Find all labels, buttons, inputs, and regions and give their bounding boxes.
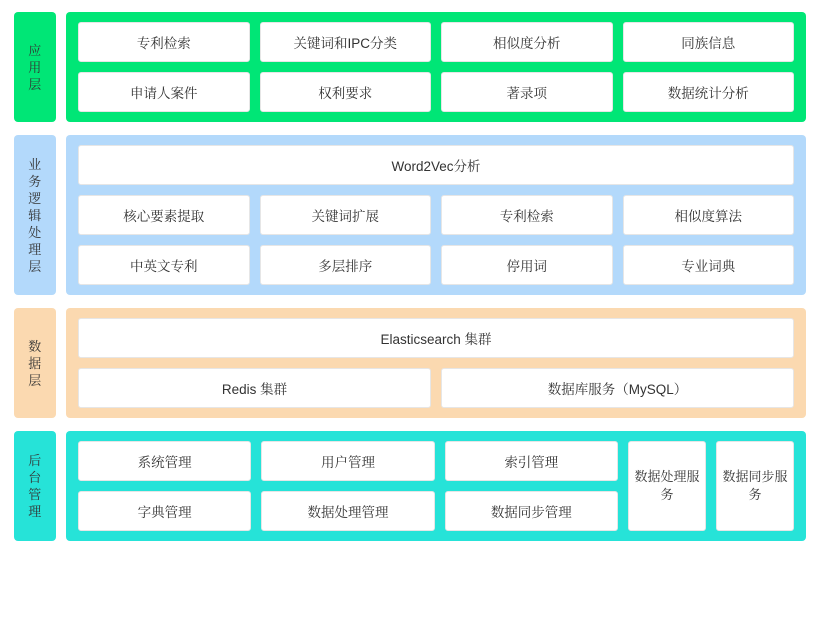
node-word2vec-analysis[interactable]: Word2Vec分析 — [78, 145, 794, 185]
layer-business — [14, 135, 806, 295]
node-keyword-ipc[interactable]: 关键词和IPC分类 — [260, 22, 432, 62]
node-similarity-analysis[interactable]: 相似度分析 — [441, 22, 613, 62]
node-similarity-algorithm[interactable]: 相似度算法 — [623, 195, 795, 235]
node-row — [78, 245, 794, 285]
admin-left-group — [78, 441, 618, 531]
layer-body-business — [66, 135, 806, 295]
node-core-element-extraction[interactable]: 核心要素提取 — [78, 195, 250, 235]
admin-grid — [78, 441, 794, 531]
node-applicant-cases[interactable]: 申请人案件 — [78, 72, 250, 112]
node-data-processing-management[interactable]: 数据处理管理 — [261, 491, 434, 531]
node-data-sync-service[interactable]: 数据同步服务 — [716, 441, 794, 531]
node-row — [78, 22, 794, 62]
node-system-management[interactable]: 系统管理 — [78, 441, 251, 481]
node-row — [78, 368, 794, 408]
layer-label-business — [14, 135, 56, 295]
layer-admin — [14, 431, 806, 541]
node-claims[interactable]: 权利要求 — [260, 72, 432, 112]
layer-label-text: 业务逻辑处理层 — [28, 156, 42, 274]
layer-label-application — [14, 12, 56, 122]
node-row — [78, 441, 618, 481]
layer-body-application — [66, 12, 806, 122]
layer-body-admin — [66, 431, 806, 541]
node-index-management[interactable]: 索引管理 — [445, 441, 618, 481]
node-row — [78, 318, 794, 358]
layer-label-text: 应用层 — [28, 42, 42, 92]
node-row — [78, 145, 794, 185]
layer-label-text: 后台管理 — [28, 453, 42, 519]
node-statistics-analysis[interactable]: 数据统计分析 — [623, 72, 795, 112]
node-row — [78, 72, 794, 112]
node-keyword-expansion[interactable]: 关键词扩展 — [260, 195, 432, 235]
node-patent-search[interactable]: 专利检索 — [441, 195, 613, 235]
node-database-service[interactable]: 数据库服务（MySQL） — [441, 368, 794, 408]
node-bibliographic[interactable]: 著录项 — [441, 72, 613, 112]
node-multilayer-ranking[interactable]: 多层排序 — [260, 245, 432, 285]
layer-label-text: 数据层 — [28, 338, 42, 388]
node-elasticsearch-cluster[interactable]: Elasticsearch 集群 — [78, 318, 794, 358]
node-dictionary-management[interactable]: 字典管理 — [78, 491, 251, 531]
node-data-processing-service[interactable]: 数据处理服务 — [628, 441, 706, 531]
node-redis-cluster[interactable]: Redis 集群 — [78, 368, 431, 408]
node-row — [78, 491, 618, 531]
node-data-sync-management[interactable]: 数据同步管理 — [445, 491, 618, 531]
admin-right-group — [628, 441, 794, 531]
node-stopwords[interactable]: 停用词 — [441, 245, 613, 285]
layer-body-data — [66, 308, 806, 418]
node-professional-dictionary[interactable]: 专业词典 — [623, 245, 795, 285]
layer-application — [14, 12, 806, 122]
node-user-management[interactable]: 用户管理 — [261, 441, 434, 481]
node-patent-search[interactable]: 专利检索 — [78, 22, 250, 62]
node-chinese-english-patent[interactable]: 中英文专利 — [78, 245, 250, 285]
layer-label-data — [14, 308, 56, 418]
layer-data — [14, 308, 806, 418]
layer-label-admin — [14, 431, 56, 541]
node-row — [78, 195, 794, 235]
node-family-info[interactable]: 同族信息 — [623, 22, 795, 62]
